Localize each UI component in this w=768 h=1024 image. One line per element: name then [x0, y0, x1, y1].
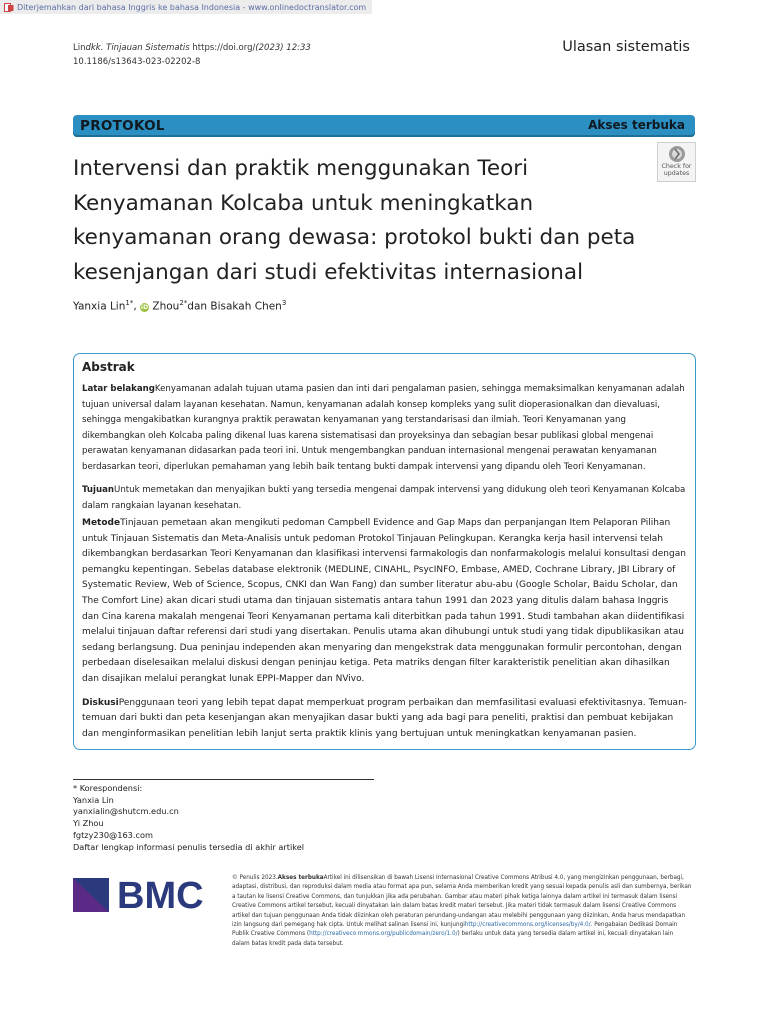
citation-header [73, 41, 311, 69]
article-type-band [73, 115, 695, 137]
copyright-text: © Penulis 2023. [232, 875, 278, 881]
correspondent-email-2[interactable]: fgtzy230@163.com [73, 829, 153, 840]
author-chen-affiliation: 3 [281, 299, 287, 307]
author-zhou-affiliation: 2* [179, 299, 188, 307]
objective-label: Tujuan [82, 485, 115, 495]
author-info-note: Daftar lengkap informasi penulis tersedia di akhir artikel [73, 841, 305, 852]
abstract-methods [82, 516, 687, 688]
orcid-icon[interactable]: iD [141, 303, 149, 311]
methods-text: Tinjauan pemetaan akan mengikuti pedoman Campbell Evidence and Gap Maps dan perpanjangan Item Pelaporan Pilihan untuk Tinjauan Sistematis dan Meta-Analisis untuk pedoman Protokol Tinjauan Pelingkupan. Kerangka kerja hasil intervensi telah dikembangkan berdasarkan Teori Kenyamanan dan klasifikasi intervensi farmakologis dan nonfarmakologis melalui konsultasi dengan pemangku kepentingan. Sebelas database elektronik (MEDLINE, CINAHL, PsycINFO, Embase, AMED, Cochrane Library, JBI Library of Systematic Review, Web of Science, Scopus, CNKI dan Wan Fang) dan sumber literatur abu-abu (Google Scholar, Baidu Scholar, dan The Comfort Line) akan dicari studi utama dan tinjauan sistematis antara tahun 1991 dan 2023 yang ditulis dalam bahasa Inggris dan Cina karena makalah mengenai Teori Kenyamanan pertama kali diterbitkan pada tahun 1991. Studi tambahan akan diidentifikasi melalui tinjauan daftar referensi dari studi yang disertakan. Penulis utama akan dihubungi untuk studi yang tidak dipublikasikan atau sedang berlangsung. Dua peninjau independen akan menyaring dan mengekstrak data menggunakan formulir percontohan, dengan perbedaan diselesaikan melalui diskusi dengan peninjau ketiga. Peta matriks dengan filter karakteristik penelitian akan dihasilkan dan disajikan melalui perangkat lunak EPPI-Mapper dan NVivo. [82, 518, 686, 684]
abstract-discussion [82, 696, 687, 743]
translator-link[interactable]: Diterjemahkan dari bahasa Inggris ke bahasa Indonesia - www.onlinedoctranslator.com [17, 2, 367, 12]
bmc-logo [73, 874, 215, 912]
correspondence-label: * Korespondensi: [73, 783, 143, 793]
abstract-heading: Abstrak [82, 360, 135, 374]
abstract-objective [82, 483, 687, 514]
background-text: Kenyamanan adalah tujuan utama pasien dan inti dari pengalaman pasien, sehingga memaksimalkan kenyamanan adalah tujuan universal dalam layanan kesehatan. Namun, kenyamanan adalah konsep kompleks yang sulit dioperasionalkan dan dievaluasi, sehingga mengakibatkan kurangnya praktik perawatan kenyamanan yang terstandarisasi dan ilmiah. Teori Kenyamanan yang dikembangkan oleh Kolcaba paling dikenal luas karena sistematisasi dan proyeksinya dan sebagian besar publikasi global mengenai perawatan kenyamanan didasarkan pada teori ini. Untuk mengembangkan panduan internasional mengenai perawatan kenyamanan berdasarkan teori, diperlukan pemahaman yang lebih baik tentang bukti dampak intervensi yang dipandu oleh Teori Kenyamanan. [82, 384, 685, 472]
license-body: Artikel ini dilisensikan di bawah Lisensi Internasional Creative Commons Atribusi 4.0, yang mengizinkan penggunaan, berbagi, adaptasi, distribusi, dan reproduksi dalam media atau format apa pun, selama Anda memberikan kredit yang sesuai kepada penulis asli dan sumbernya, berikan a tautan ke lisensi Creative Commons, dan tunjukkan jika ada perubahan. Gambar atau materi pihak ketiga lainnya dalam artikel ini termasuk dalam lisensi Creative Commons artikel tersebut, kecuali dinyatakan lain dalam batas kredit materi tersebut. Jika materi tidak termasuk dalam lisensi Creative Commons artikel dan tujuan penggunaan Anda tidak diizinkan oleh peraturan perundang-undangan atau melebihi penggunaan yang diizinkan, Anda harus mendapatkan izin langsung dari pemegang hak cipta. Untuk melihat salinan lisensi ini, kunjungi [232, 875, 692, 929]
citation-doi: 10.1186/s13643-023-02202-8 [73, 57, 201, 67]
author-lin-affiliation: 1* [125, 299, 134, 307]
document-translate-icon [4, 3, 14, 12]
translator-banner [0, 0, 372, 14]
open-access-label: Akses terbuka [588, 118, 685, 132]
license-mid: . Pengabaian Dedikasi Domain Publik Creative Commons ( [232, 922, 678, 938]
methods-label: Metode [82, 518, 121, 528]
discussion-label: Diskusi [82, 697, 119, 708]
abstract-background [82, 382, 687, 475]
correspondent-name-1: Yanxia Lin [73, 794, 114, 805]
correspondent-name-2: Yi Zhou [73, 818, 104, 829]
protocol-label: PROTOKOL [80, 118, 165, 134]
article-type: Ulasan sistematis [562, 39, 690, 55]
discussion-text: Penggunaan teori yang lebih tepat dapat memperkuat program perbaikan dan memfasilitasi evaluasi efektivitasnya. Temuan-temuan dari bukti dan peta kesenjangan akan menyajikan dasar bukti yang ada bagi para peneliti, praktisi dan pembuat kebijakan dan menginformasikan penelitian lebih lanjut serta praktik klinis yang bertujuan untuk meningkatkan kenyamanan pasien. [82, 697, 688, 739]
license-statement [232, 874, 692, 949]
cc0-link[interactable]: http://creativeco mmons.org/publicdomain/zero/1.0/ [309, 931, 458, 938]
author-lin: Yanxia Lin [73, 300, 126, 313]
author-chen: dan Bisakah Chen [187, 300, 282, 313]
abstract-box [73, 353, 696, 750]
check-updates-icon [668, 145, 686, 163]
check-updates-line2: updates [663, 170, 690, 177]
correspondence-footnote [73, 783, 304, 853]
objective-text: Untuk memetakan dan menyajikan bukti yang tersedia mengenai dampak intervensi yang didukung oleh teori Kenyamanan Kolcaba dalam rangkaian layanan kesehatan. [82, 485, 686, 511]
check-updates-line1: Check for [661, 163, 692, 170]
citation-year-volume: (2023) 12:33 [255, 43, 311, 53]
author-separator: , [133, 300, 137, 313]
doi-url[interactable]: https://doi.org/ [192, 43, 256, 53]
cc-by-link[interactable]: http://creativecommons.org/licenses/by/4.0/ [464, 922, 591, 929]
author-list [73, 299, 286, 313]
citation-journal: dkk. Tinjauan Sistematis [85, 43, 190, 53]
article-title: Intervensi dan praktik menggunakan Teori Kenyamanan Kolcaba untuk meningkatkan kenyamanan orang dewasa: protokol bukti dan peta kesenjangan dari studi efektivitas internasional [73, 156, 636, 285]
citation-author: Lin [73, 43, 86, 53]
footnote-divider [73, 779, 374, 780]
check-for-updates-badge[interactable] [657, 142, 696, 182]
correspondent-email-1[interactable]: yanxialin@shutcm.edu.cn [73, 806, 179, 817]
author-zhou: Zhou [152, 300, 180, 313]
license-end: ) berlaku untuk data yang tersedia dalam artikel ini, kecuali dinyatakan lain dalam batas kredit pada data tersebut. [232, 931, 674, 947]
license-open-access: Akses terbuka [277, 875, 324, 881]
background-label: Latar belakang [82, 384, 155, 394]
bmc-logo-text: BMC [117, 875, 204, 912]
